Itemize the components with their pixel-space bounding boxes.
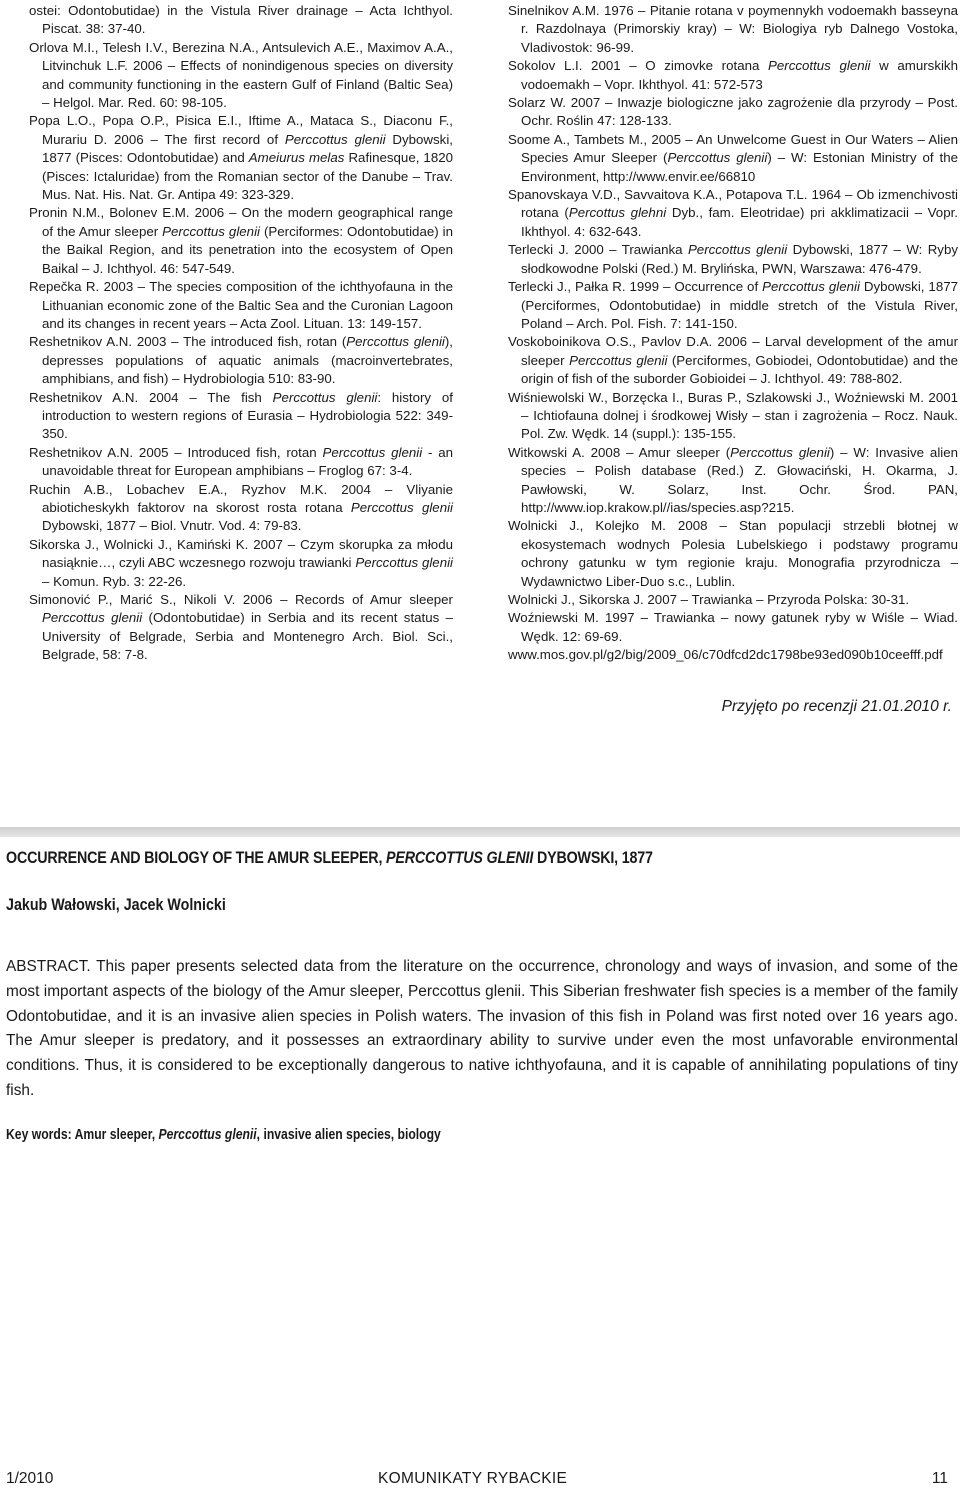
authors: Jakub Wałowski, Jacek Wolnicki	[6, 895, 226, 914]
reference-text: Solarz W. 2007 – Inwazje biologiczne jako zagrożenie dla przyrody – Post. Ochr. Roślin 47: 128-133.	[508, 95, 958, 129]
reference-text: Dybowski, 1877 – W: Ryby słodkowodne Polski (Red.) M. Brylińska, PWN, Warszawa: 476-479.	[521, 242, 959, 276]
footer-journal: KOMUNIKATY RYBACKIE	[378, 1470, 568, 1487]
reference-text: (Perciformes: Odontobutidae) in the Baikal Region, and its penetration into the ecosystem of Open Baikal – J. Ichthyol. 46: 547-549.	[42, 223, 453, 276]
reference-entry	[29, 591, 453, 665]
reference-entry	[508, 94, 958, 131]
species-name: Perccottus glenii	[346, 334, 445, 350]
reference-text: (Perciformes, Gobiodei, Odontobutidae) and the origin of fish of the suborder Gobioidei – J. Ichthyol. 49: 788-802.	[521, 352, 958, 387]
species-name: Perccottus glenii	[322, 444, 423, 460]
reference-entry	[508, 57, 958, 94]
reference-text: Repečka R. 2003 – The species composition of the ichthyofauna in the Lithuanian economic zone of the Baltic Sea and the Curonian Lagoon and its changes in recent years – Acta Zool. Lituan. 13: 149-157.	[29, 279, 453, 331]
species-name: Perccottus glenii	[42, 610, 143, 626]
title-text-after: DYBOWSKI, 1877	[533, 848, 653, 867]
reference-text: Reshetnikov A.N. 2004 – The fish	[29, 389, 273, 405]
reference-text: Orlova M.I., Telesh I.V., Berezina N.A., Antsulevich A.E., Maximov A.A., Litvinchuk L.F. 2006 – Effects of nonindigenous species on diversity and community functioning in the eastern Gulf of Finland (Baltic Sea) – Helgol. Mar. Red. 60: 98-105.	[29, 39, 453, 111]
reference-text: Sikorska J., Wolnicki J., Kamiński K. 2007 – Czym skorupka za młodu nasiąknie…, czyli ABC wczesnego rozwoju trawianki	[29, 536, 453, 571]
reference-text: Wiśniewolski W., Borzęcka I., Buras P., Szlakowski J., Woźniewski M. 2001 – Ichtiofauna dolnej i środkowej Wisły – stan i zagrożenia – Rocz. Nauk. Pol. Zw. Wędk. 14 (suppl.): 135-155.	[508, 389, 958, 442]
reference-text: Dybowski, 1877 (Perciformes, Odontobutidae) in middle stretch of the Vistula River, Poland – Arch. Pol. Fish. 7: 141-150.	[521, 279, 958, 331]
reference-text: Spanovskaya V.D., Savvaitova K.A., Potapova T.L. 1964 – Ob izmenchivosti rotana (	[508, 187, 958, 221]
species-name: Ameiurus melas	[248, 150, 345, 166]
reference-entry	[29, 278, 453, 333]
reference-entry	[29, 481, 453, 536]
reference-entry	[508, 517, 958, 591]
reference-text: w amurskikh vodoemakh – Vopr. Ikhthyol. 41: 572-573	[521, 58, 958, 92]
reference-entry	[508, 2, 958, 57]
reference-text: Pronin N.M., Bolonev E.M. 2006 – On the modern geographical range of the Amur sleeper	[29, 205, 453, 239]
keywords	[6, 1125, 441, 1145]
reference-text: Soome A., Tambets M., 2005 – An Unwelcome Guest in Our Waters – Alien Species Amur Sleeper (	[508, 131, 958, 166]
reference-entry	[508, 389, 958, 444]
species-name: Perccottus glenii	[569, 352, 668, 368]
reference-text: – Komun. Ryb. 3: 22-26.	[42, 573, 187, 589]
species-name: Perccottus glenii	[667, 150, 768, 166]
reference-entry	[29, 536, 453, 591]
reference-text: Witkowski A. 2008 – Amur sleeper (	[508, 444, 731, 460]
received-note: Przyjęto po recenzji 21.01.2010 r.	[721, 698, 952, 715]
reference-url: www.mos.gov.pl/g2/big/2009_06/c70dfcd2dc1798be93ed090b10ceefff.pdf	[508, 647, 943, 663]
reference-text: Terlecki J. 2000 – Trawianka	[508, 242, 688, 258]
reference-text: : history of introduction to western regions of Eurasia – Hydrobiologia 522: 349-350.	[42, 389, 453, 442]
species-name: Perccottus glenii	[687, 242, 788, 258]
reference-entry	[508, 444, 958, 518]
reference-text: ostei: Odontobutidae) in the Vistula River drainage – Acta Ichthyol. Piscat. 38: 37-40.	[29, 3, 453, 37]
species-name: Perccottus glenii	[355, 555, 454, 571]
reference-text: ) – W: Estonian Ministry of the Environment, http://www.envir.ee/66810	[521, 150, 958, 184]
reference-text: Reshetnikov A.N. 2005 – Introduced fish, rotan	[29, 444, 323, 460]
reference-text: Woźniewski M. 1997 – Trawianka – nowy gatunek ryby w Wiśle – Wiad. Wędk. 12: 69-69.	[508, 610, 958, 644]
reference-text: - an unavoidable threat for European amphibians – Froglog 67: 3-4.	[42, 444, 454, 479]
reference-text: Wolnicki J., Sikorska J. 2007 – Trawianka – Przyroda Polska: 30-31.	[508, 592, 910, 607]
keywords-rest: , invasive alien species, biology	[256, 1127, 441, 1143]
reference-text: Dybowski, 1877 – Biol. Vnutr. Vod. 4: 79-83.	[42, 518, 302, 534]
reference-text: Reshetnikov A.N. 2003 – The introduced fish, rotan (	[29, 334, 347, 350]
keywords-species: Perccottus glenii	[158, 1127, 257, 1143]
title-species: PERCCOTTUS GLENII	[386, 848, 534, 867]
reference-entry	[508, 131, 958, 186]
reference-text: Popa L.O., Popa O.P., Pisica E.I., Iftime A., Mataca S., Diaconu F., Murariu D. 2006 – The first record of	[29, 113, 453, 147]
species-name: Perccottus glenii	[730, 444, 830, 460]
reference-entry	[29, 112, 453, 204]
species-name: Perccottus glenii	[284, 131, 386, 147]
reference-entry	[29, 389, 453, 444]
reference-text: Voskoboinikova O.S., Pavlov D.A. 2006 – Larval development of the amur sleeper	[508, 334, 958, 368]
references-right-column	[508, 2, 958, 665]
species-name: Perccottus glenii	[350, 499, 453, 515]
footer-issue: 1/2010	[6, 1470, 54, 1487]
reference-text: (Odontobutidae) in Serbia and its recent status – University of Belgrade, Serbia and Montenegro Arch. Biol. Sci., Belgrade, 58: 7-8.	[42, 610, 454, 663]
species-name: Perccottus glenii	[768, 58, 871, 74]
keywords-label: Key words: Amur sleeper,	[6, 1127, 159, 1143]
species-name: Perccottus glenii	[162, 223, 260, 239]
reference-entry	[508, 241, 958, 278]
footer-page-number: 11	[931, 1470, 948, 1487]
reference-text: Rafinesque, 1820 (Pisces: Ictaluridae) from the Romanian sector of the Danube – Trav. Mus. Nat. His. Nat. Gr. Antipa 49: 323-329.	[42, 150, 454, 203]
species-name: Percottus glehni	[568, 205, 667, 221]
reference-entry	[29, 333, 453, 388]
section-separator	[0, 827, 960, 837]
reference-entry	[29, 444, 453, 481]
reference-entry	[29, 39, 453, 113]
reference-text: Wolnicki J., Kolejko M. 2008 – Stan populacji strzebli błotnej w ekosystemach wodnych Polesia Lubelskiego i podstawy programu ochrony gatunku w tym regionie kraju. Monografia przyrodnicza – Wydawnictwo Liber-Duo s.c., Lublin.	[508, 518, 958, 589]
references-left-column	[29, 2, 453, 665]
reference-text: Dybowski, 1877 (Pisces: Odontobutidae) and	[42, 131, 453, 166]
species-name: Perccottus glenii	[272, 389, 378, 405]
reference-entry	[29, 204, 453, 278]
reference-text: Ruchin A.B., Lobachev E.A., Ryzhov M.K. 2004 – Vliyanie abioticheskykh faktorov na skorost rosta rotana	[29, 481, 453, 515]
reference-entry	[508, 609, 958, 646]
reference-entry	[508, 591, 958, 609]
reference-entry	[29, 2, 453, 39]
reference-text: Sinelnikov A.M. 1976 – Pitanie rotana v poymennykh vodoemakh basseyna r. Razdolnaya (Primorskiy kray) – W: Biologiya ryb Dalnego Vostoka, Vladivostok: 96-99.	[508, 3, 958, 55]
reference-entry	[508, 186, 958, 241]
reference-text: Terlecki J., Pałka R. 1999 – Occurrence of	[508, 279, 763, 295]
title-text-before: OCCURRENCE AND BIOLOGY OF THE AMUR SLEEPER,	[6, 848, 387, 867]
reference-entry	[508, 278, 958, 333]
reference-text: ), depresses populations of aquatic animals (macroinvertebrates, amphibians, and fish) – Hydrobiologia 510: 83-90.	[42, 334, 453, 387]
references-right-list	[508, 2, 958, 646]
reference-text: ) – W: Invasive alien species – Polish database (Red.) Z. Głowaciński, H. Okarma, J. Pawłowski, W. Solarz, Inst. Ochr. Środ. PAN, http://www.iop.krakow.pl//ias/species.asp?215.	[521, 444, 959, 515]
reference-entry	[508, 333, 958, 388]
article-title	[6, 847, 802, 869]
reference-text: Simonović P., Marić S., Nikoli V. 2006 – Records of Amur sleeper	[29, 592, 453, 607]
reference-text: Sokolov L.I. 2001 – O zimovke rotana	[508, 58, 769, 74]
abstract: ABSTRACT. This paper presents selected data from the literature on the occurrence, chronology and ways of invasion, and some of the most important aspects of the biology of the Amur sleeper, Perccottus glenii. This Siberian freshwater fish species is a member of the family Odontobutidae, and it is an invasive alien species in Polish waters. The invasion of this fish in Poland was first noted over 16 years ago. The Amur sleeper is predatory, and it possesses an extraordinary ability to survive under even the most unfavorable environmental conditions. Thus, it is considered to be exceptionally dangerous to native ichthyofauna, and it is capable of annihilating populations of tiny fish.	[6, 958, 958, 1099]
species-name: Perccottus glenii	[762, 279, 860, 295]
reference-text: Dyb., fam. Eleotridae) pri akklimatizacii – Vopr. Ikhthyol. 4: 632-643.	[521, 205, 958, 239]
